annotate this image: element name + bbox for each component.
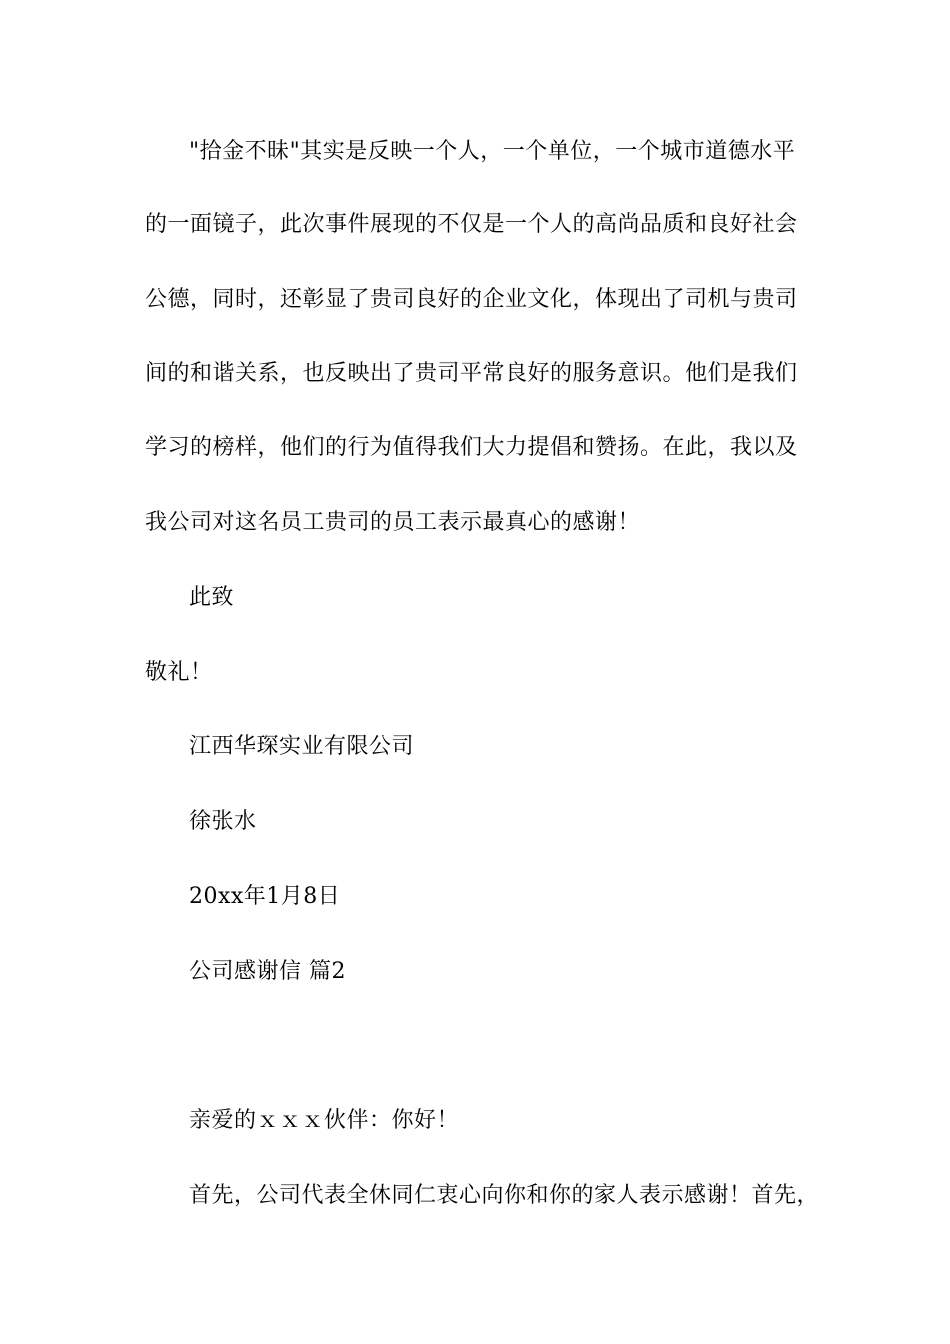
signature-name: 徐张水 xyxy=(189,809,257,834)
greeting: 亲爱的ｘｘｘ伙伴：你好！ xyxy=(189,1108,460,1133)
paragraph-line-1: "拾金不昧"其实是反映一个人，一个单位，一个城市道德水平 xyxy=(189,139,796,164)
paragraph-line-5: 学习的榜样，他们的行为值得我们大力提倡和赞扬。在此，我以及 xyxy=(145,435,798,460)
section-title: 公司感谢信 篇2 xyxy=(189,959,346,984)
signature-company: 江西华琛实业有限公司 xyxy=(189,734,415,759)
paragraph-line-6: 我公司对这名员工贵司的员工表示最真心的感谢！ xyxy=(145,510,641,535)
closing-salutation: 此致 xyxy=(189,585,235,610)
signature-date: 20xx年1月8日 xyxy=(189,884,341,909)
paragraph2-line-1: 首先，公司代表全休同仁衷心向你和你的家人表示感谢！首先， xyxy=(189,1183,820,1208)
paragraph-line-4: 间的和谐关系，也反映出了贵司平常良好的服务意识。他们是我们 xyxy=(145,361,798,386)
paragraph-line-3: 公德，同时，还彰显了贵司良好的企业文化，体现出了司机与贵司 xyxy=(145,287,798,312)
paragraph-line-2: 的一面镜子，此次事件展现的不仅是一个人的高尚品质和良好社会 xyxy=(145,212,798,237)
closing-regards: 敬礼！ xyxy=(145,660,213,685)
